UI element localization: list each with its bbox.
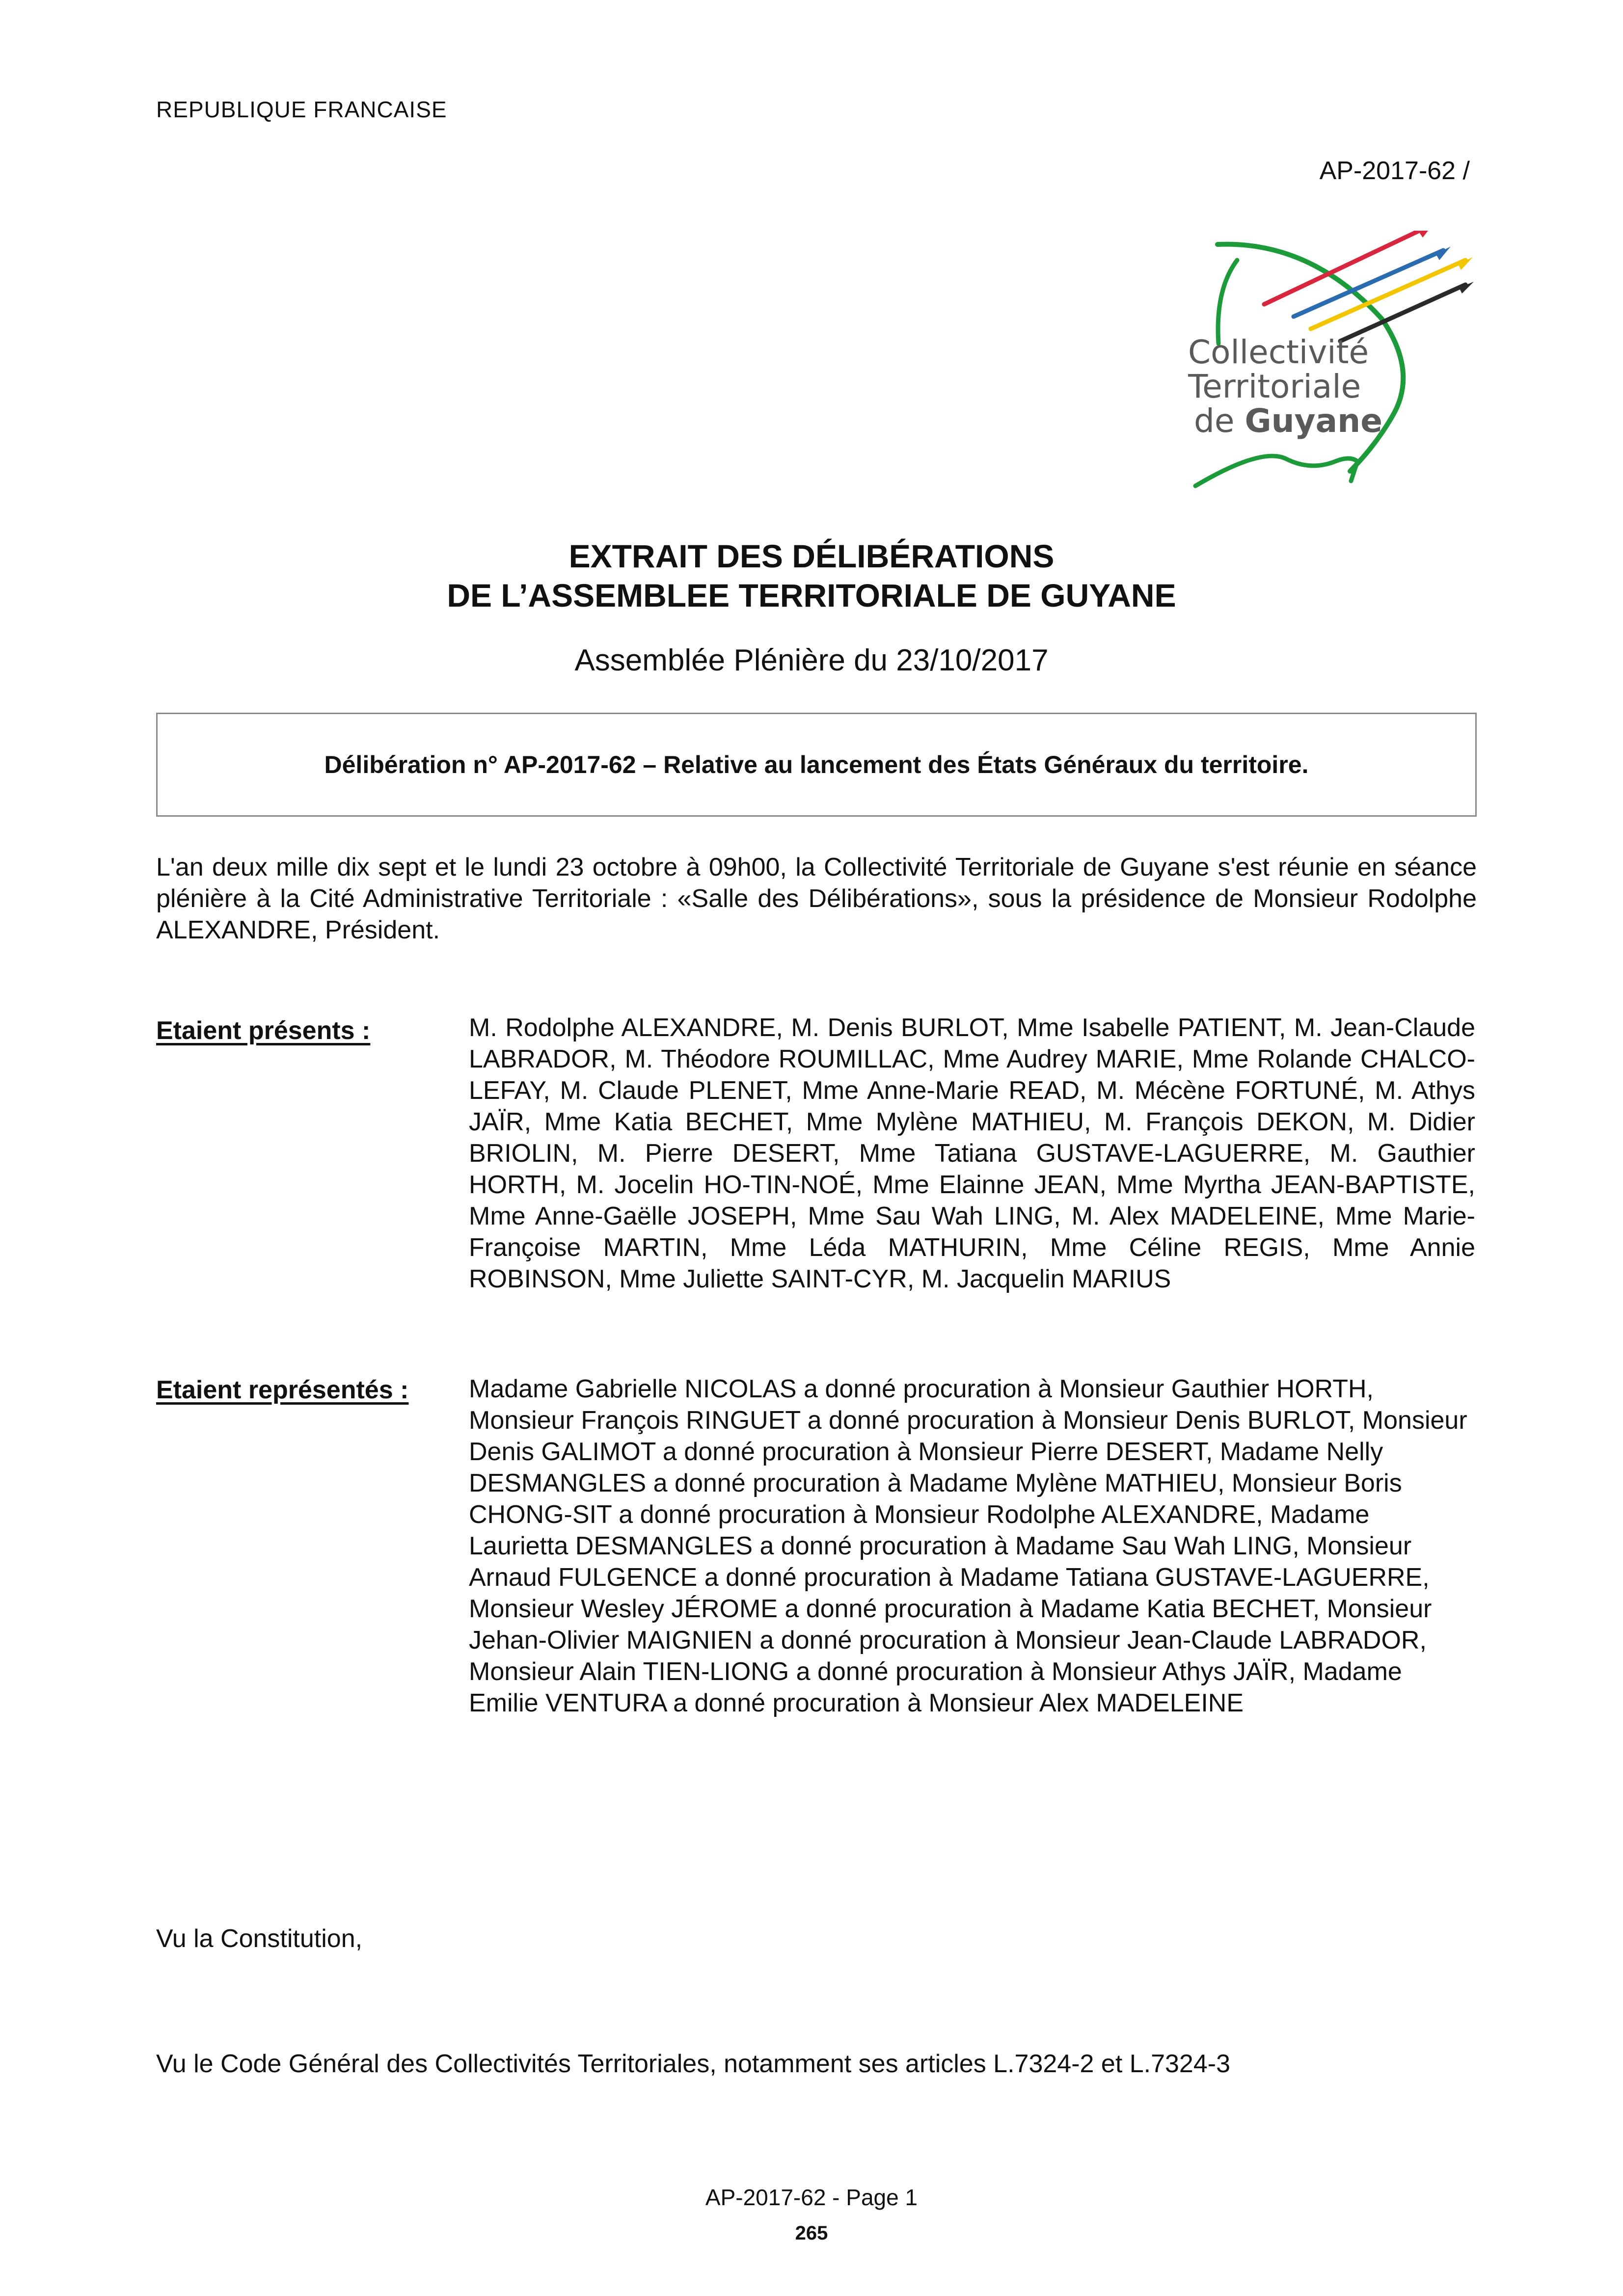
header-reference: AP-2017-62 / [1319,157,1470,185]
ctg-logo-graphic [1188,231,1483,510]
visa-constitution: Vu la Constitution, [156,1924,363,1953]
document-title-line2: DE L’ASSEMBLEE TERRITORIALE DE GUYANE [447,577,1176,614]
visa-cgct: Vu le Code Général des Collectivités Territoriales, notamment ses articles L.7324-2 et L.7324-3 [156,2050,1231,2078]
present-label: Etaient présents : [156,1016,371,1045]
deliberation-box [156,713,1477,817]
ctg-logo [1188,231,1483,510]
logo-text-line1: Collectivité [1188,333,1369,371]
page-footer: AP-2017-62 - Page 1 [705,2185,918,2210]
represented-list: Madame Gabrielle NICOLAS a donné procuration à Monsieur Gauthier HORTH, Monsieur François RINGUET a donné procuration à Monsieur Denis BURLOT, Monsieur Denis GALIMOT a donné procuration à Monsieur Pierre DESERT, Madame Nelly DESMANGLES a donné procuration à Madame Mylène MATHIEU, Monsieur Boris CHONG-SIT a donné procuration à Monsieur Rodolphe ALEXANDRE, Madame Laurietta DESMANGLES a donné procuration à Madame Sau Wah LING, Monsieur Arnaud FULGENCE a donné procuration à Madame Tatiana GUSTAVE-LAGUERRE, Monsieur Wesley JÉROME a donné procuration à Madame Katia BECHET, Monsieur Jehan-Olivier MAIGNIEN a donné procuration à Monsieur Jean-Claude LABRADOR, Monsieur Alain TIEN-LIONG a donné procuration à Monsieur Athys JAÏR, Madame Emilie VENTURA a donné procuration à Monsieur Alex MADELEINE [469,1375,1467,1717]
page-number: 265 [795,2222,828,2244]
logo-text-line2: Territoriale [1188,368,1361,405]
header-country: REPUBLIQUE FRANCAISE [156,97,447,122]
document-title-line1: EXTRAIT DES DÉLIBÉRATIONS [568,538,1055,574]
logo-green-arc-left [1218,260,1237,344]
present-list: M. Rodolphe ALEXANDRE, M. Denis BURLOT, Mme Isabelle PATIENT, M. Jean-Claude LABRADOR, M. Théodore ROUMILLAC, Mme Audrey MARIE, Mme Rolande CHALCO-LEFAY, M. Claude PLENET, Mme Anne-Marie READ, M. Mécène FORTUNÉ, M. Athys JAÏR, Mme Katia BECHET, Mme Mylène MATHIEU, M. François DEKON, M. Didier BRIOLIN, M. Pierre DESERT, Mme Tatiana GUSTAVE-LAGUERRE, M. Gauthier HORTH, M. Jocelin HO-TIN-NOÉ, Mme Elainne JEAN, Mme Myrtha JEAN-BAPTISTE, Mme Anne-Gaëlle JOSEPH, Mme Sau Wah LING, M. Alex MADELEINE, Mme Marie-Françoise MARTIN, Mme Léda MATHURIN, Mme Céline REGIS, Mme Annie ROBINSON, Mme Juliette SAINT-CYR, M. Jacquelin MARIUS [469,1014,1475,1293]
session-title: Assemblée Plénière du 23/10/2017 [574,643,1049,677]
intro-paragraph: L'an deux mille dix sept et le lundi 23 octobre à 09h00, la Collectivité Territoriale de Guyane s'est réunie en séance plénière à la Cité Administrative Territoriale : «Salle des Délibérations», sous la présidence de Monsieur Rodolphe ALEXANDRE, Président. [156,853,1477,944]
logo-green-base [1195,456,1357,486]
represented-label: Etaient représentés : [156,1376,409,1404]
deliberation-title: Délibération n° AP-2017-62 – Relative au lancement des États Généraux du territoire. [324,751,1309,778]
logo-text-line3: de Guyane [1194,402,1382,440]
